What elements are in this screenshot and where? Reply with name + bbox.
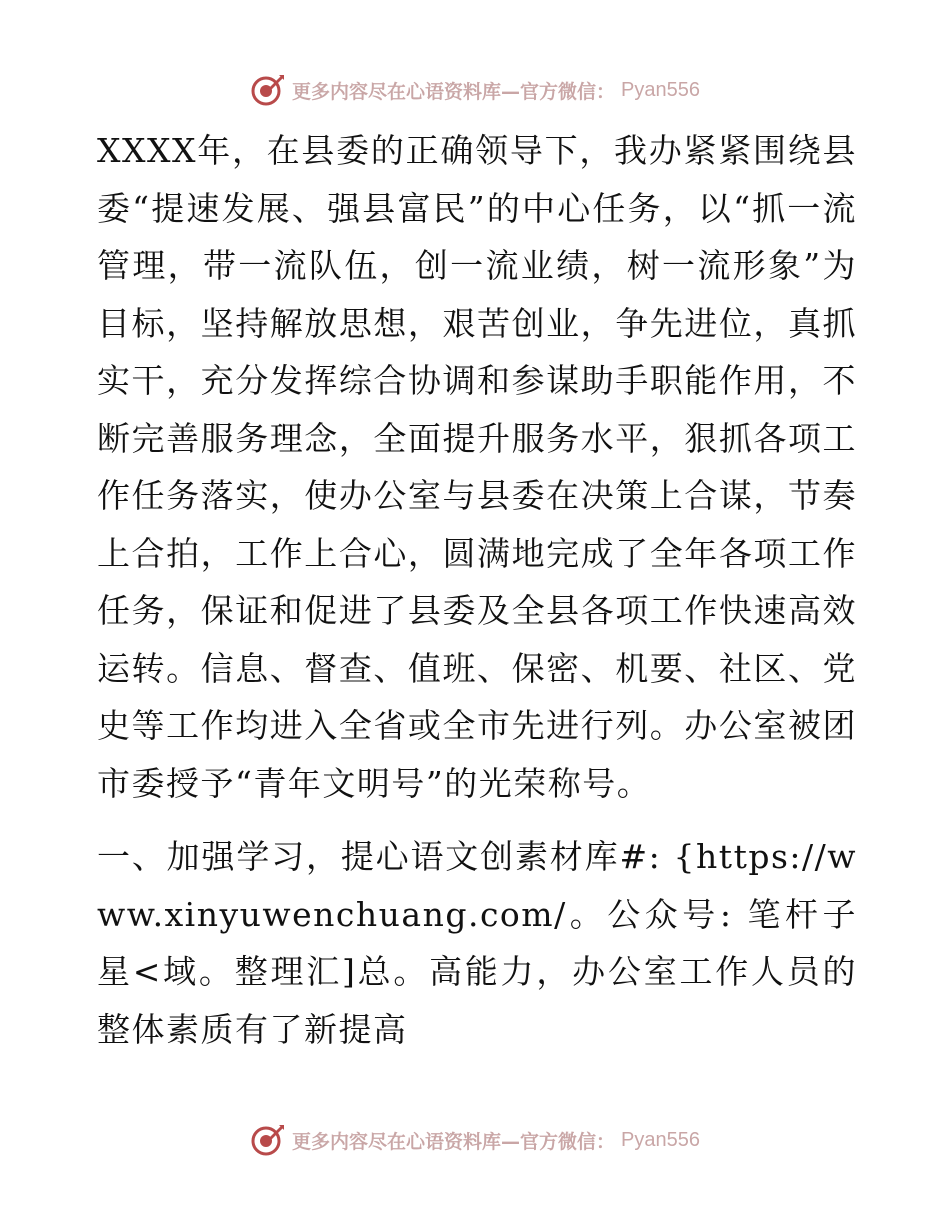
watermark-wechat-id: Pyan556	[621, 78, 700, 101]
brand-logo-icon	[250, 1122, 286, 1158]
watermark-text: 更多内容尽在心语资料库—官方微信：	[292, 80, 616, 103]
document-body	[97, 122, 857, 1058]
watermark-wechat-id: Pyan556	[621, 1128, 700, 1151]
brand-logo-icon	[250, 72, 286, 108]
header-watermark	[0, 70, 950, 110]
paragraph-summary: XXXX年，在县委的正确领导下，我办紧紧围绕县委“提速发展、强县富民”的中心任务，以“抓一流管理，带一流队伍，创一流业绩，树一流形象”为目标，坚持解放思想，艰苦创业，争先进位，真抓实干，充分发挥综合协调和参谋助手职能作用，不断完善服务理念，全面提升服务水平，狠抓各项工作任务落实，使办公室与县委在决策上合谋，节奏上合拍，工作上合心，圆满地完成了全年各项工作任务，保证和促进了县委及全县各项工作快速高效运转。信息、督查、值班、保密、机要、社区、党史等工作均进入全省或全市先进行列。办公室被团市委授予“青年文明号”的光荣称号。	[97, 131, 857, 803]
paragraph-section-one: 一、加强学习，提心语文创素材库#: {https://www.xinyuwenchuang.com/。公众号: 笔杆子星<域。整理汇]总。高能力，办公室工作人员的整体素质有了新提高	[97, 837, 857, 1049]
watermark-text: 更多内容尽在心语资料库—官方微信：	[292, 1130, 616, 1153]
footer-watermark	[0, 1120, 950, 1160]
